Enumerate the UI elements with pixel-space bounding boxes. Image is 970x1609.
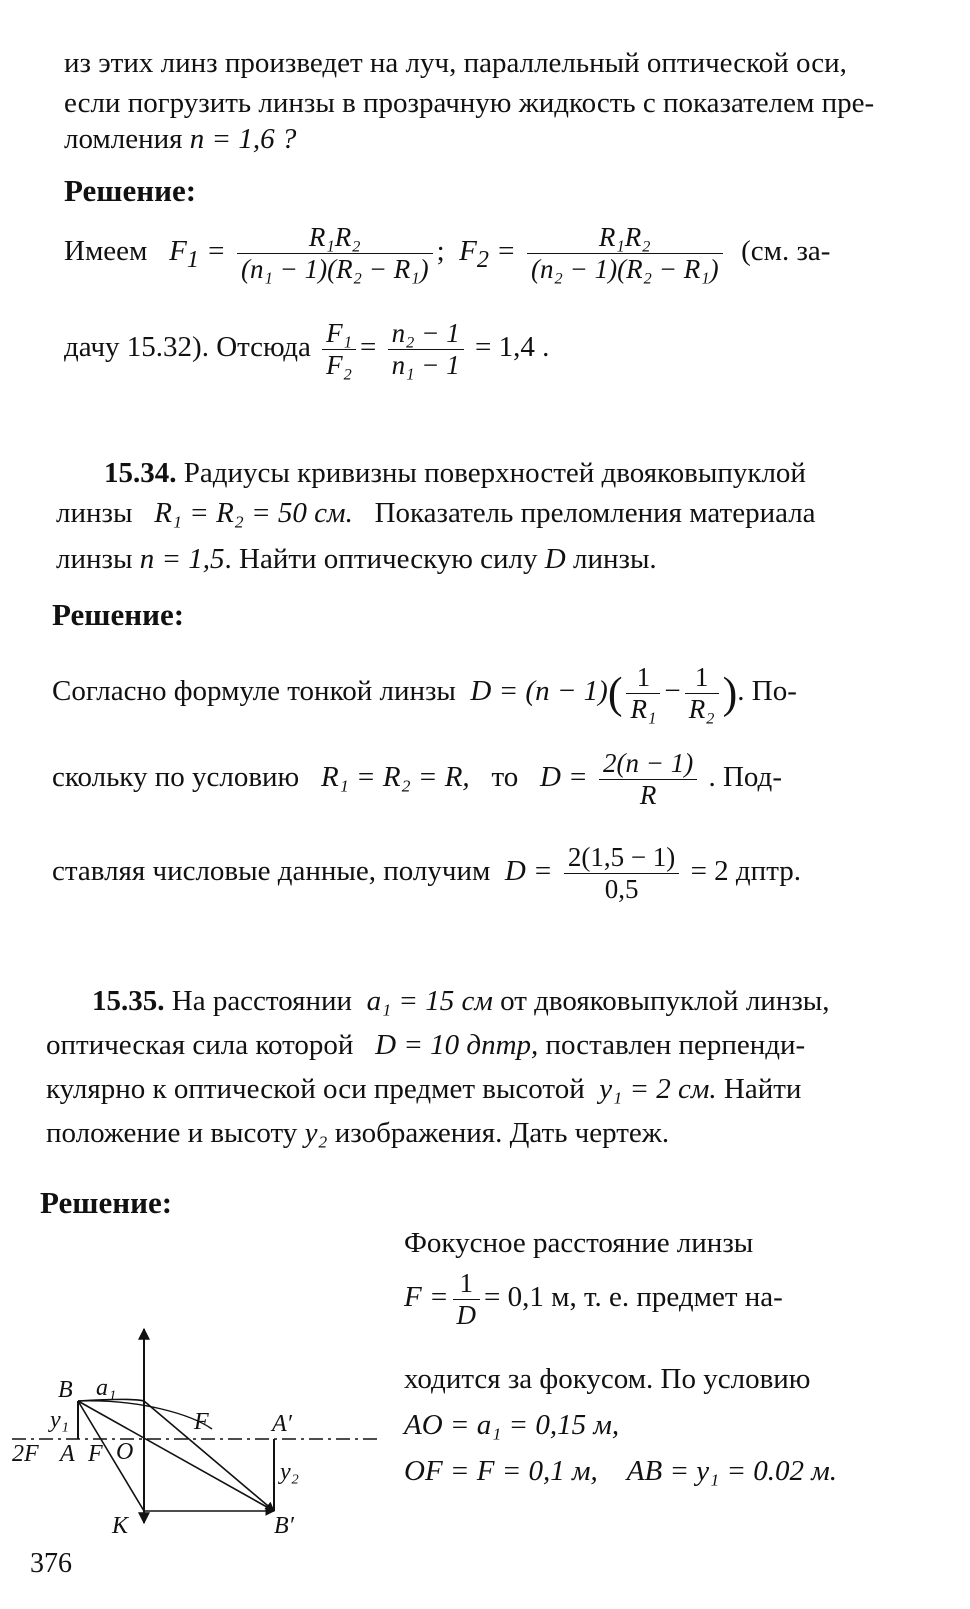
- solution-3-line-5: OF = F = 0,1 м, AB = y₁ = 0.02 м.: [404, 1455, 838, 1487]
- label-y2: y₂: [280, 1459, 299, 1485]
- label-F-right: F: [194, 1409, 209, 1435]
- intro-line-3: ломления n = 1,6 ?: [64, 123, 297, 155]
- problem-15-35-line-1: 15.35. На расстоянии a₁ = 15 см от двояковыпуклой линзы,: [92, 985, 830, 1017]
- ray-through-focus: [144, 1401, 274, 1511]
- solution-2-line-2: скольку по условию R₁ = R₂ = R, то D = $\frac{2(n - 1)}{R}$ . Под-: [52, 748, 782, 811]
- problem-15-34-line-1: 15.34. Радиусы кривизны поверхностей двояковыпуклой: [104, 457, 806, 489]
- problem-15-35-line-2: оптическая сила которой D = 10 дптр, поставлен перпенди-: [46, 1029, 806, 1061]
- solution-2-line-1: Согласно формуле тонкой линзы D = (n − 1)( $\frac{1}{\text{R₁}}$ − $\frac{1}{\text{R₂}}$ ). По-: [52, 662, 797, 725]
- n-ratio-fraction: $\frac{\text{n₂ − 1}}{\text{n₁ − 1}}$: [388, 318, 464, 381]
- solution-heading-1: Решение:: [64, 173, 197, 208]
- solution-3-line-1: Фокусное расстояние линзы: [404, 1227, 754, 1259]
- intro-line-1: из этих линз произведет на луч, параллельный оптической оси,: [64, 47, 847, 79]
- solution-3-line-4: AO = a₁ = 0,15 м,: [404, 1409, 620, 1441]
- solution-heading-3: Решение:: [40, 1185, 173, 1220]
- label-K: K: [112, 1513, 129, 1535]
- label-2F: 2F: [12, 1441, 39, 1467]
- solution-2-line-3: ставляя числовые данные, получим D = $\frac{2(1,5 - 1)}{0,5}$ = 2 дптр.: [52, 842, 801, 905]
- page-number: 376: [30, 1548, 72, 1579]
- intro-line-2: если погрузить линзы в прозрачную жидкость с показателем пре-: [64, 87, 875, 119]
- problem-15-35-line-4: положение и высоту y₂ изображения. Дать чертеж.: [46, 1117, 670, 1149]
- label-B-prime: B′: [274, 1513, 294, 1535]
- label-A: A: [60, 1441, 75, 1467]
- problem-15-34-line-3: линзы n = 1,5. Найти оптическую силу D линзы.: [56, 543, 657, 575]
- label-A-prime: A′: [272, 1411, 292, 1437]
- lens-ray-diagram: [12, 1315, 382, 1535]
- f2-fraction: $\frac{\text{R₁R₂}}{\text{(n₂ − 1)(R₂ − R₁)}}$: [527, 222, 723, 285]
- solution-1-ratio: дачу 15.32). Отсюда $\frac{\text{F₁}}{\text{F₂}}$ = $\frac{\text{n₂ − 1}}{\text{n₁ − 1}}$ = 1,4 .: [64, 318, 550, 381]
- label-O: O: [116, 1439, 134, 1465]
- ray-through-center: [78, 1401, 274, 1511]
- solution-heading-2: Решение:: [52, 597, 185, 632]
- label-a1: a₁: [96, 1375, 117, 1401]
- solution-3-line-2: F = $\frac{1}{D}$ = 0,1 м, т. е. предмет на-: [404, 1268, 783, 1331]
- solution-3-line-3: ходится за фокусом. По условию: [404, 1363, 811, 1395]
- problem-15-34-line-2: линзы R₁ = R₂ = 50 см. Показатель преломления материала: [56, 497, 816, 529]
- label-y1: y₁: [50, 1407, 69, 1433]
- label-B: B: [58, 1377, 73, 1403]
- solution-1-formula: Имеем $F_1$ = $\frac{\text{R₁R₂}}{\text{(n₁ − 1)(R₂ − R₁)}}$ ; $F_2$ = $\frac{\text{R₁R₂}}{\text{(n₂ − 1)(R₂ − R₁)}}$ (см. за-: [64, 222, 831, 285]
- problem-15-35-line-3: кулярно к оптической оси предмет высотой y₁ = 2 см. Найти: [46, 1073, 802, 1105]
- label-F-left: F: [88, 1441, 103, 1467]
- f1-fraction: $\frac{\text{R₁R₂}}{\text{(n₁ − 1)(R₂ − R₁)}}$: [237, 222, 433, 285]
- ratio-fraction: $\frac{\text{F₁}}{\text{F₂}}$: [322, 318, 356, 381]
